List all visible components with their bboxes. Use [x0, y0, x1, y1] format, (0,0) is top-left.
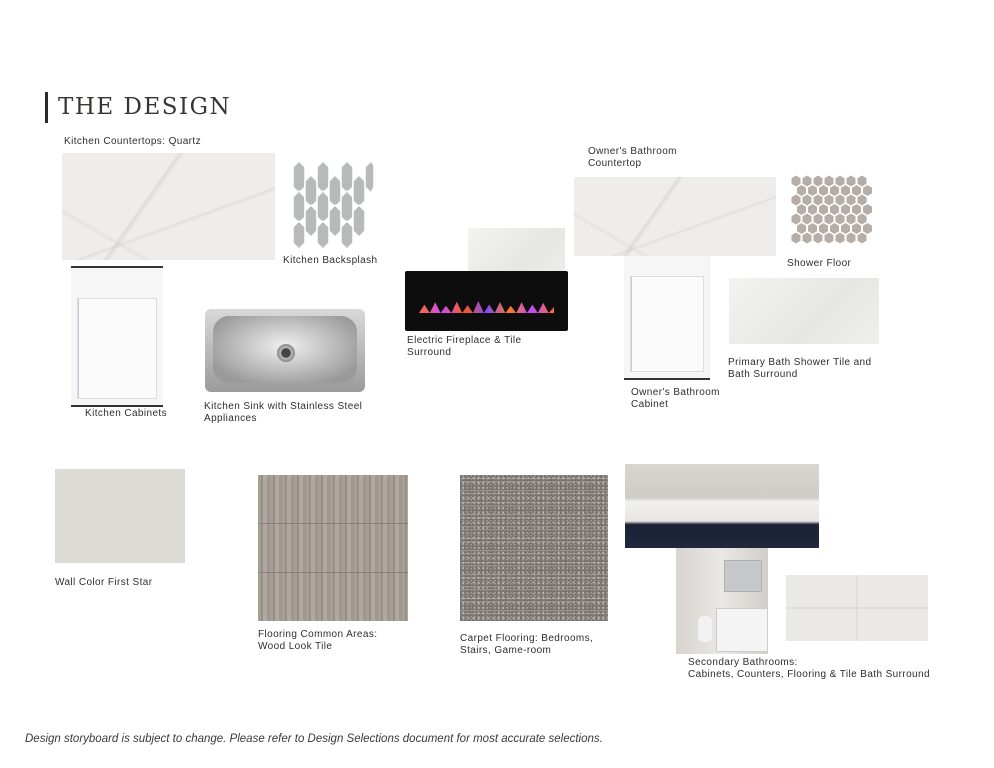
primary-bath-tile-label: Primary Bath Shower Tile and Bath Surround	[728, 357, 872, 380]
kitchen-countertop-swatch	[62, 153, 275, 260]
flooring-label: Flooring Common Areas: Wood Look Tile	[258, 629, 378, 652]
wall-color-swatch	[55, 469, 185, 563]
plank-seam	[258, 523, 408, 524]
wood-look-tile-swatch	[258, 475, 408, 621]
kitchen-sink-label: Kitchen Sink with Stainless Steel Appliances	[204, 401, 363, 424]
wall-color-label: Wall Color First Star	[55, 577, 153, 588]
electric-fireplace-image	[405, 271, 568, 331]
page-title: THE DESIGN	[58, 94, 232, 120]
carpet-swatch	[460, 475, 608, 621]
secondary-vanity-photo	[625, 464, 819, 548]
bathroom-toilet	[698, 616, 712, 642]
shower-floor-label: Shower Floor	[787, 258, 852, 269]
plank-seam	[258, 572, 408, 573]
primary-bath-tile-swatch	[729, 278, 879, 344]
secondary-bathroom-photo	[676, 548, 768, 654]
owners-countertop-label: Owner's Bathroom Countertop	[588, 146, 677, 169]
carpet-label: Carpet Flooring: Bedrooms, Stairs, Game-room	[460, 633, 594, 656]
fireplace-label: Electric Fireplace & Tile Surround	[407, 335, 522, 358]
owners-cabinet-swatch	[624, 256, 710, 380]
fireplace-flames	[419, 301, 554, 313]
owners-cabinet-door-panel	[630, 276, 704, 372]
kitchen-sink-image	[205, 309, 365, 392]
bathroom-vanity	[716, 608, 768, 652]
owners-countertop-swatch	[574, 177, 776, 256]
secondary-bath-tile-swatch	[786, 575, 928, 641]
title-accent-bar	[45, 92, 48, 123]
cabinet-door-panel	[77, 298, 157, 399]
kitchen-backsplash-label: Kitchen Backsplash	[283, 255, 378, 266]
owners-cabinet-label: Owner's Bathroom Cabinet	[631, 387, 720, 410]
footer-disclaimer: Design storyboard is subject to change. Please refer to Design Selections document for most accurate selections.	[25, 733, 603, 745]
sink-drain	[277, 344, 295, 362]
kitchen-cabinet-swatch	[71, 266, 163, 407]
kitchen-cabinets-label: Kitchen Cabinets	[85, 408, 168, 419]
shower-floor-swatch	[791, 175, 875, 245]
kitchen-countertops-label: Kitchen Countertops: Quartz	[64, 136, 201, 147]
bathroom-mirror	[724, 560, 762, 592]
kitchen-backsplash-swatch	[290, 161, 374, 249]
secondary-bath-label: Secondary Bathrooms: Cabinets, Counters, Flooring & Tile Bath Surround	[688, 657, 930, 680]
